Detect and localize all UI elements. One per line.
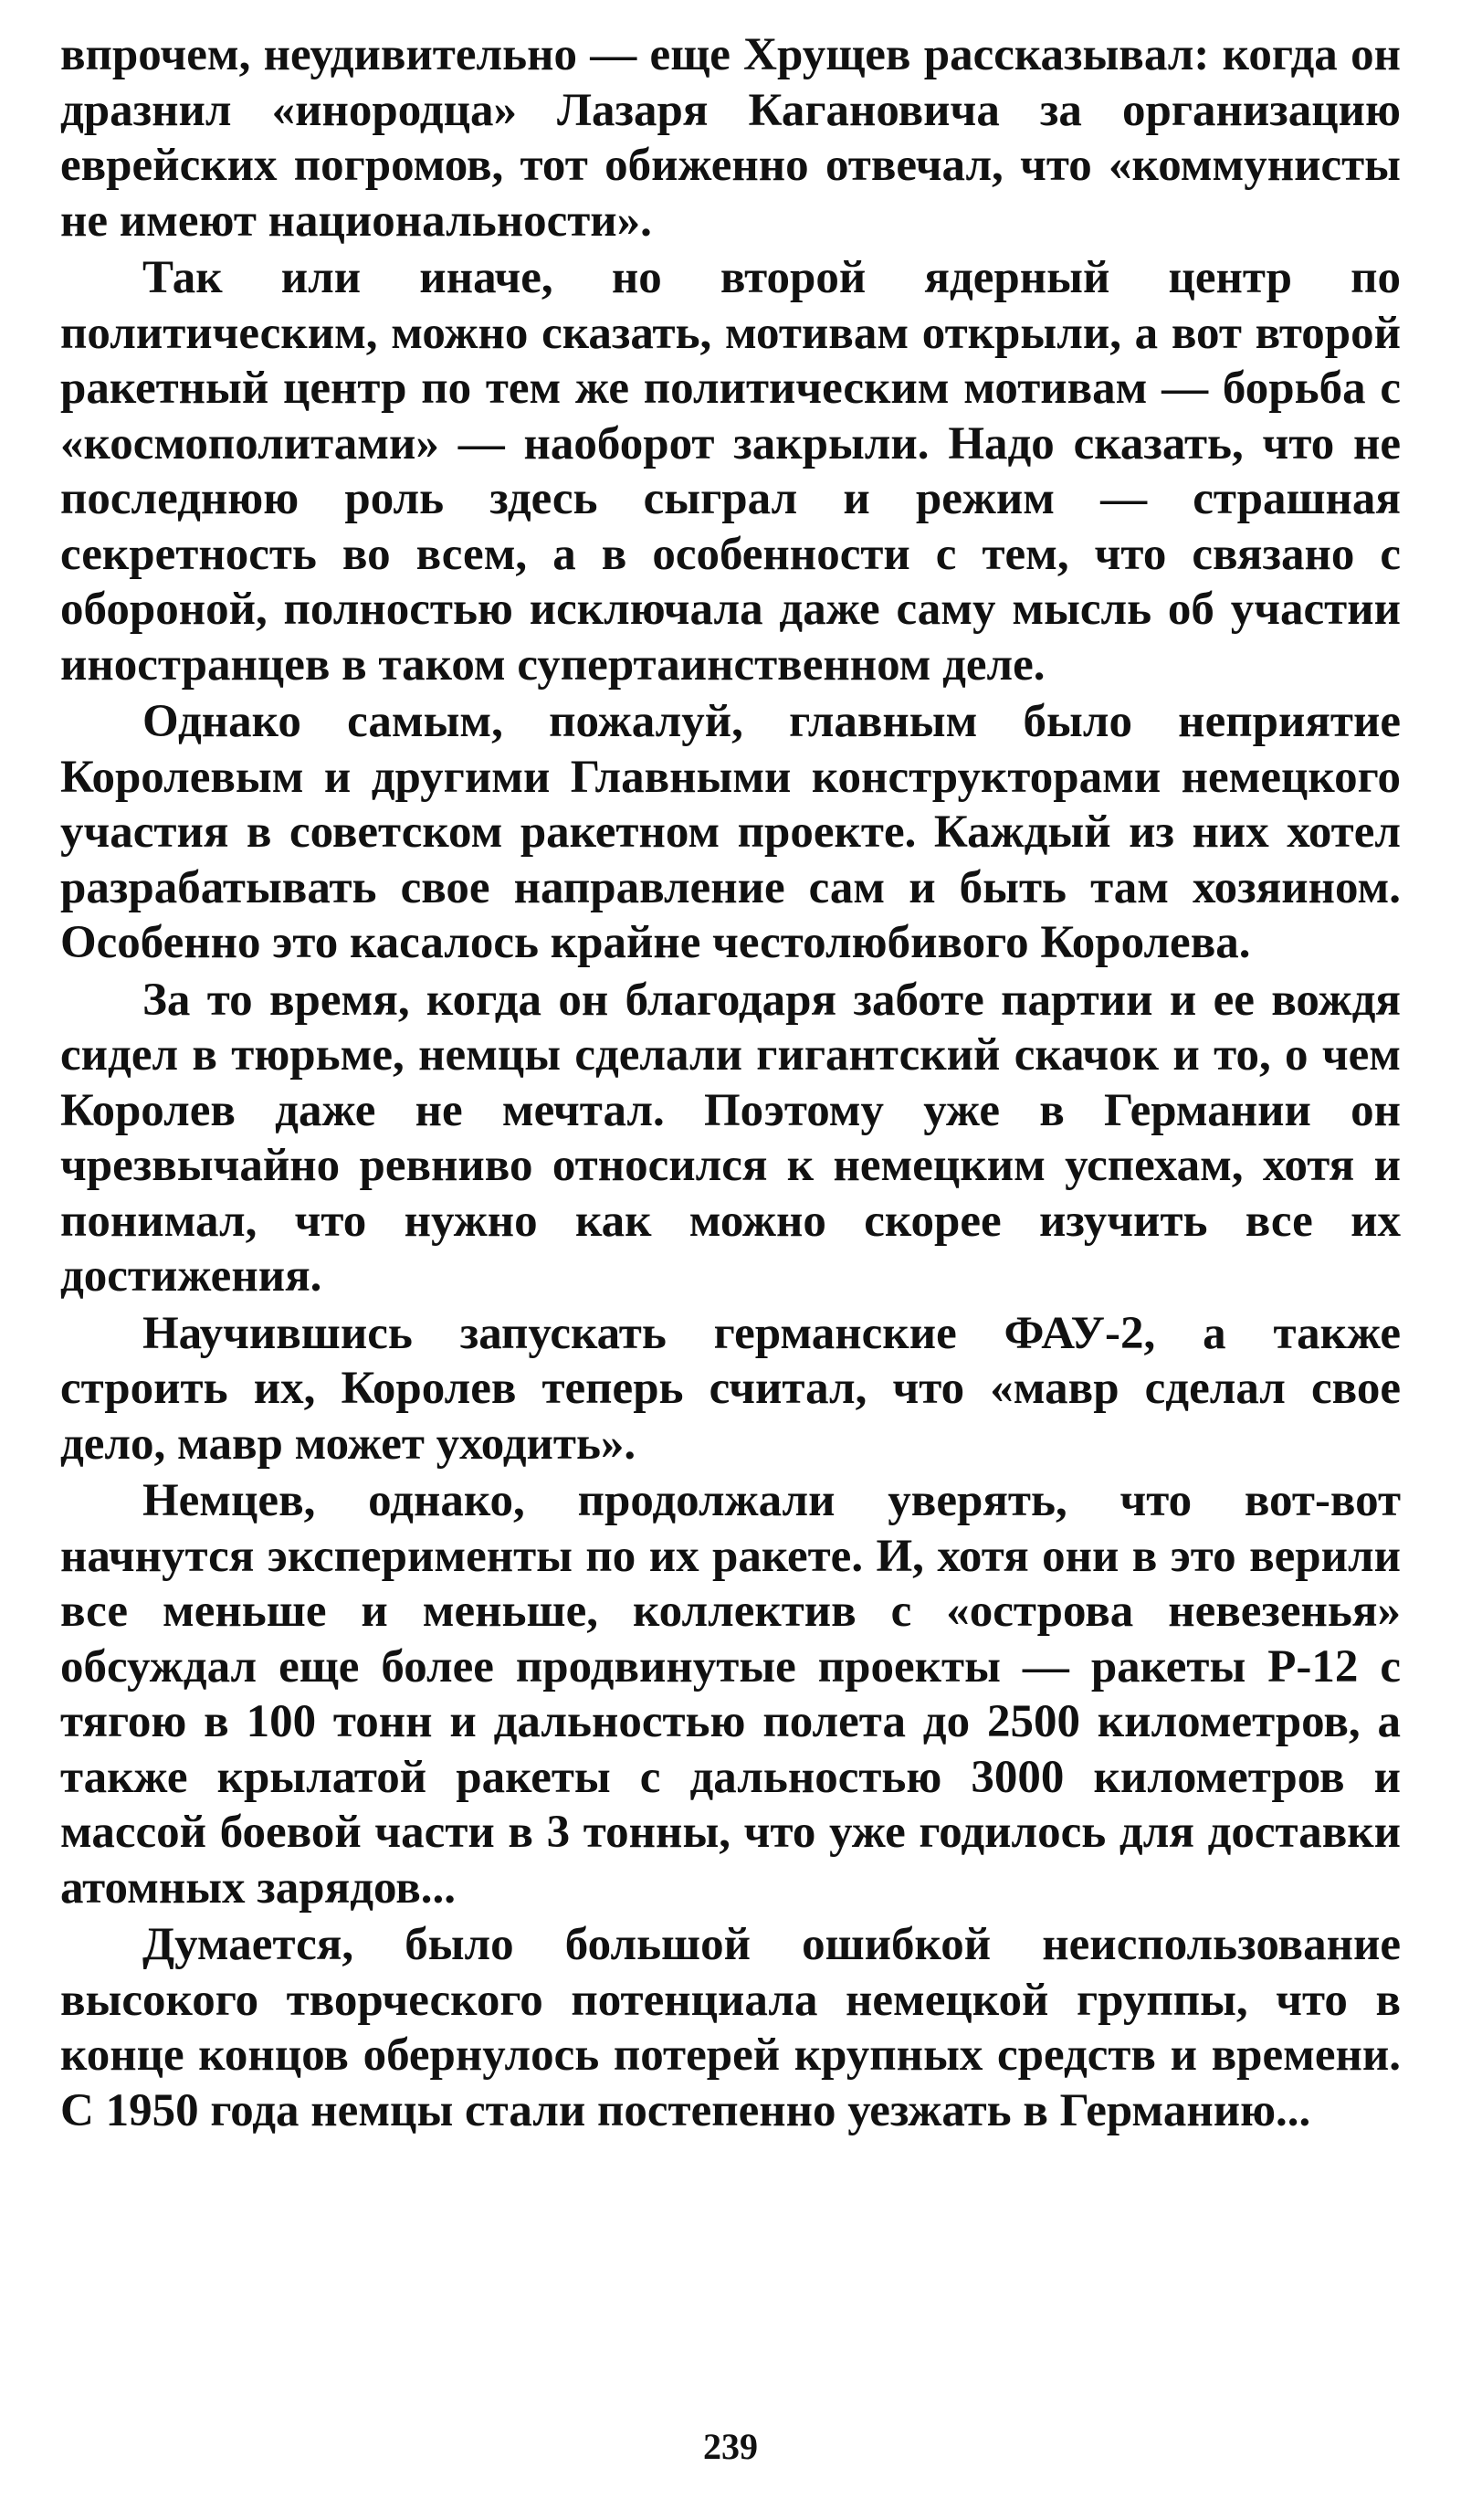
book-page	[60, 27, 1401, 2494]
paragraph: Так или иначе, но второй ядерный центр по политическим, можно сказать, мотивам открыли, а вот второй ракетный центр по тем же политическим мотивам — борьба с «космополитами» — наоборот закрыли. Надо сказать, что не последнюю роль здесь сыграл и режим — страшная секретность во всем, а в особенности с тем, что связано с обороной, полностью исключала даже саму мысль об участии иностранцев в таком супертаинственном деле.	[60, 252, 1401, 691]
page-number: 239	[703, 2426, 758, 2467]
paragraph: впрочем, неудивительно — еще Хрущев рассказывал: когда он дразнил «инородца» Лазаря Кагановича за организацию еврейских погромов, тот обиженно отвечал, что «коммунисты не имеют национальности».	[60, 29, 1401, 247]
body-text	[60, 27, 1401, 2138]
paragraph: Думается, было большой ошибкой неиспользование высокого творческого потенциала немецкой группы, что в конце концов обернулось потерей крупных средств и времени. С 1950 года немцы стали постепенно уезжать в Германию...	[60, 1919, 1401, 2136]
paragraph: За то время, когда он благодаря заботе партии и ее вождя сидел в тюрьме, немцы сделали гигантский скачок и то, о чем Королев даже не мечтал. Поэтому уже в Германии он чрезвычайно ревниво относился к немецким успехам, хотя и понимал, что нужно как можно скорее изучить все их достижения.	[60, 974, 1401, 1302]
paragraph: Немцев, однако, продолжали уверять, что вот-вот начнутся эксперименты по их ракете. И, хотя они в это верили все меньше и меньше, коллектив с «острова невезенья» обсуждал еще более продвинутые проекты — ракеты Р-12 с тягою в 100 тонн и дальностью полета до 2500 километров, а также крылатой ракеты с дальностью 3000 километров и массой боевой части в 3 тонны, что уже годилось для доставки атомных зарядов...	[60, 1475, 1401, 1914]
paragraph: Научившись запускать германские ФАУ-2, а также строить их, Королев теперь считал, что «мавр сделал свое дело, мавр может уходить».	[60, 1307, 1401, 1470]
paragraph: Однако самым, пожалуй, главным было неприятие Королевым и другими Главными конструкторами немецкого участия в советском ракетном проекте. Каждый из них хотел разрабатывать свое направление сам и быть там хозяином. Особенно это касалось крайне честолюбивого Королева.	[60, 696, 1401, 968]
